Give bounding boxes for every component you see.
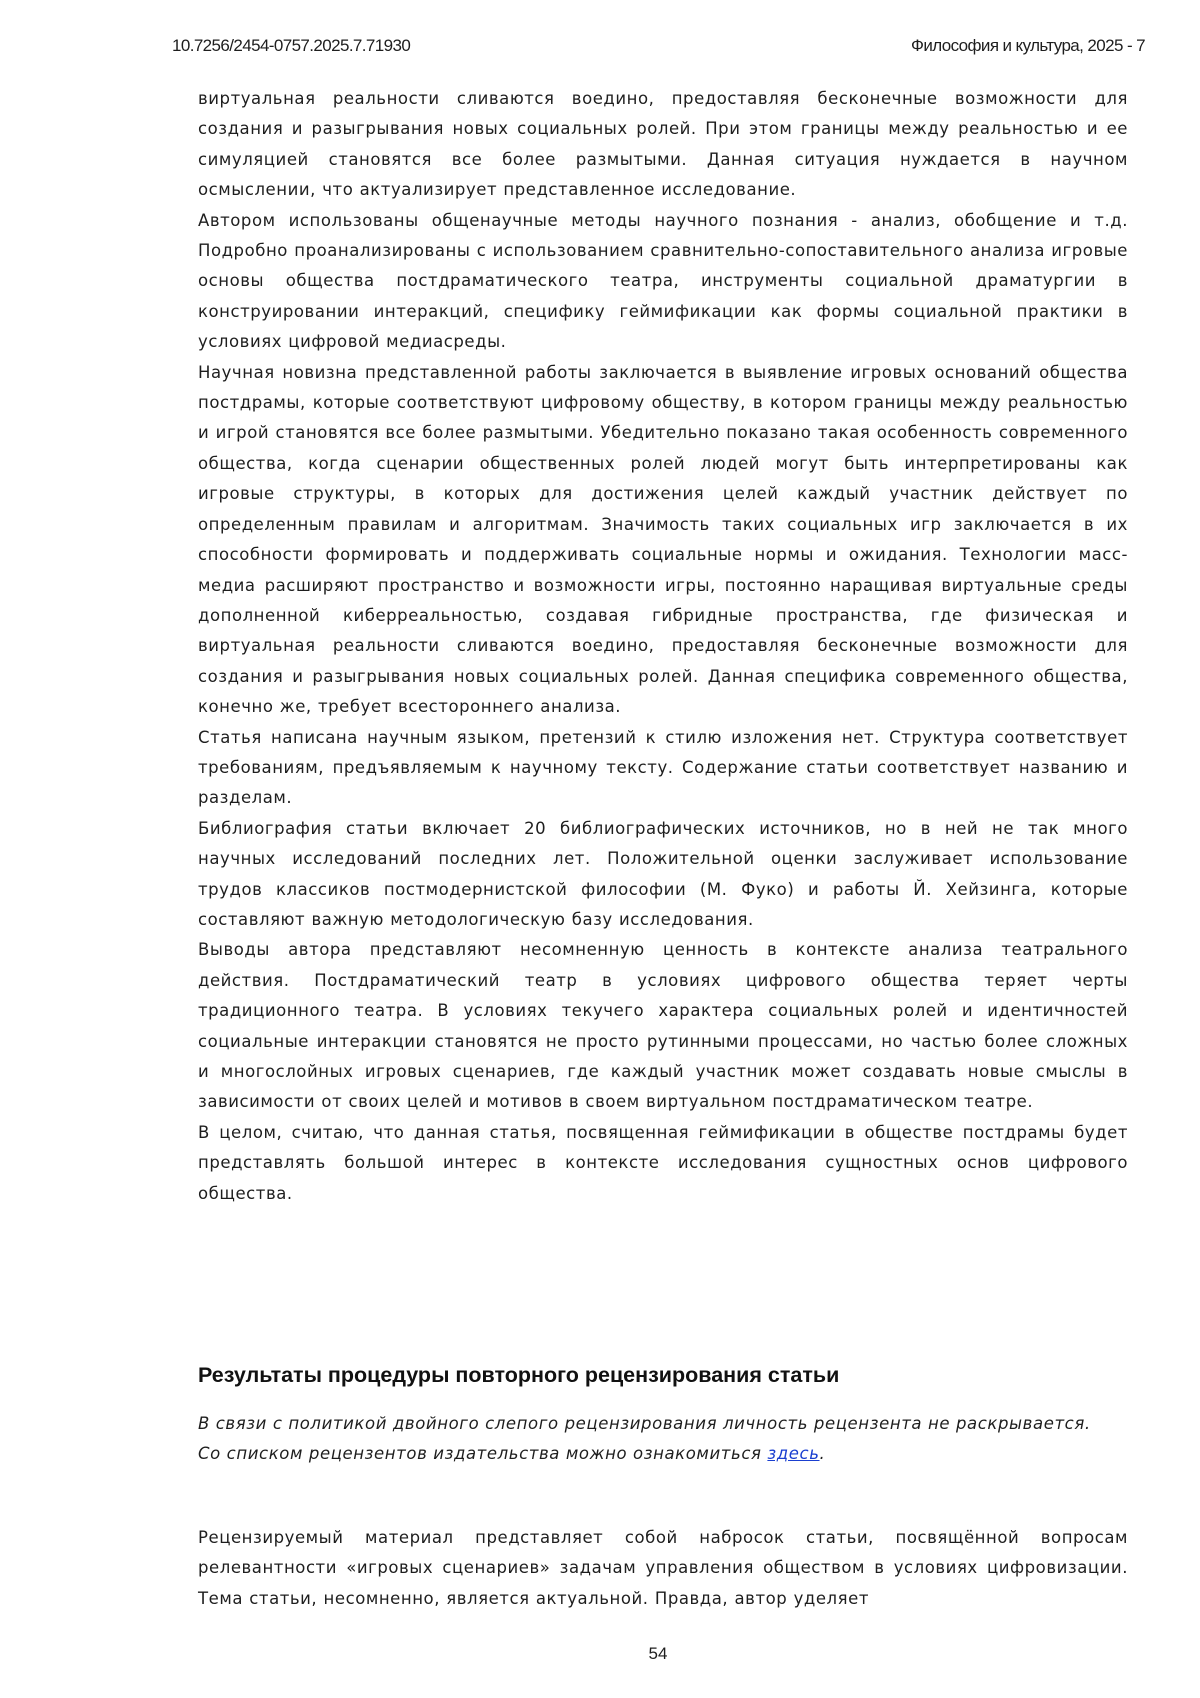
anonymity-note: В связи с политикой двойного слепого рецензирования личность рецензента не раскрывается. <box>198 1409 1128 1439</box>
paragraph: Выводы автора представляют несомненную ценность в контексте анализа театрального действия. Постдраматический театр в условиях цифрового общества теряет черты традиционного театра. В условиях текучего характера социальных ролей и идентичностей социальные интеракции становятся не просто рутинными процессами, но частью более сложных и многослойных игровых сценариев, где каждый участник может создавать новые смыслы в зависимости от своих целей и мотивов в своем виртуальном постдраматическом театре. <box>198 935 1128 1117</box>
reviewers-list-link[interactable]: здесь <box>767 1444 819 1463</box>
reviewers-list-note <box>198 1439 1128 1469</box>
doi-text: 10.7256/2454-0757.2025.7.71930 <box>172 36 410 56</box>
paragraph: Автором использованы общенаучные методы научного познания - анализ, обобщение и т.д. Подробно проанализированы с использованием сравнительно-сопоставительного анализа игровые основы общества постдраматического театра, инструменты социальной драматургии в конструировании интеракций, специфику геймификации как формы социальной практики в условиях цифровой медиасреды. <box>198 206 1128 358</box>
article-review-text <box>198 84 1128 1209</box>
journal-title: Философия и культура, 2025 - 7 <box>911 36 1145 56</box>
reviewers-note-suffix: . <box>820 1444 826 1463</box>
reviewers-note-prefix: Со списком рецензентов издательства можно ознакомиться <box>198 1444 767 1463</box>
paragraph: В целом, считаю, что данная статья, посвященная геймификации в обществе постдрамы будет представлять большой интерес в контексте исследования сущностных основ цифрового общества. <box>198 1118 1128 1209</box>
paragraph: Статья написана научным языком, претензий к стилю изложения нет. Структура соответствует требованиям, предъявляемым к научному тексту. Содержание статьи соответствует названию и разделам. <box>198 723 1128 814</box>
paragraph: виртуальная реальности сливаются воедино, предоставляя бесконечные возможности для создания и разыгрывания новых социальных ролей. При этом границы между реальностью и ее симуляцией становятся все более размытыми. Данная ситуация нуждается в научном осмыслении, что актуализирует представленное исследование. <box>198 84 1128 206</box>
paragraph: Библиография статьи включает 20 библиографических источников, но в ней не так много научных исследований последних лет. Положительной оценки заслуживает использование трудов классиков постмодернистской философии (М. Фуко) и работы Й. Хейзинга, которые составляют важную методологическую базу исследования. <box>198 814 1128 936</box>
section-title: Результаты процедуры повторного рецензирования статьи <box>198 1360 1128 1390</box>
review-policy-note <box>198 1409 1128 1470</box>
second-review-text <box>198 1523 1128 1614</box>
paragraph: Рецензируемый материал представляет собой набросок статьи, посвящённой вопросам релевантности «игровых сценариев» задачам управления обществом в условиях цифровизации. Тема статьи, несомненно, является актуальной. Правда, автор уделяет <box>198 1523 1128 1614</box>
page-number: 54 <box>0 1644 1200 1664</box>
paragraph: Научная новизна представленной работы заключается в выявление игровых оснований общества постдрамы, которые соответствуют цифровому обществу, в котором границы между реальностью и игрой становятся все более размытыми. Убедительно показано такая особенность современного общества, когда сценарии общественных ролей людей могут быть интерпретированы как игровые структуры, в которых для достижения целей каждый участник действует по определенным правилам и алгоритмам. Значимость таких социальных игр заключается в их способности формировать и поддерживать социальные нормы и ожидания. Технологии масс-медиа расширяют пространство и возможности игры, постоянно наращивая виртуальные среды дополненной киберреальностью, создавая гибридные пространства, где физическая и виртуальная реальности сливаются воедино, предоставляя бесконечные возможности для создания и разыгрывания новых социальных ролей. Данная специфика современного общества, конечно же, требует всестороннего анализа. <box>198 358 1128 723</box>
page-header <box>172 36 1145 60</box>
